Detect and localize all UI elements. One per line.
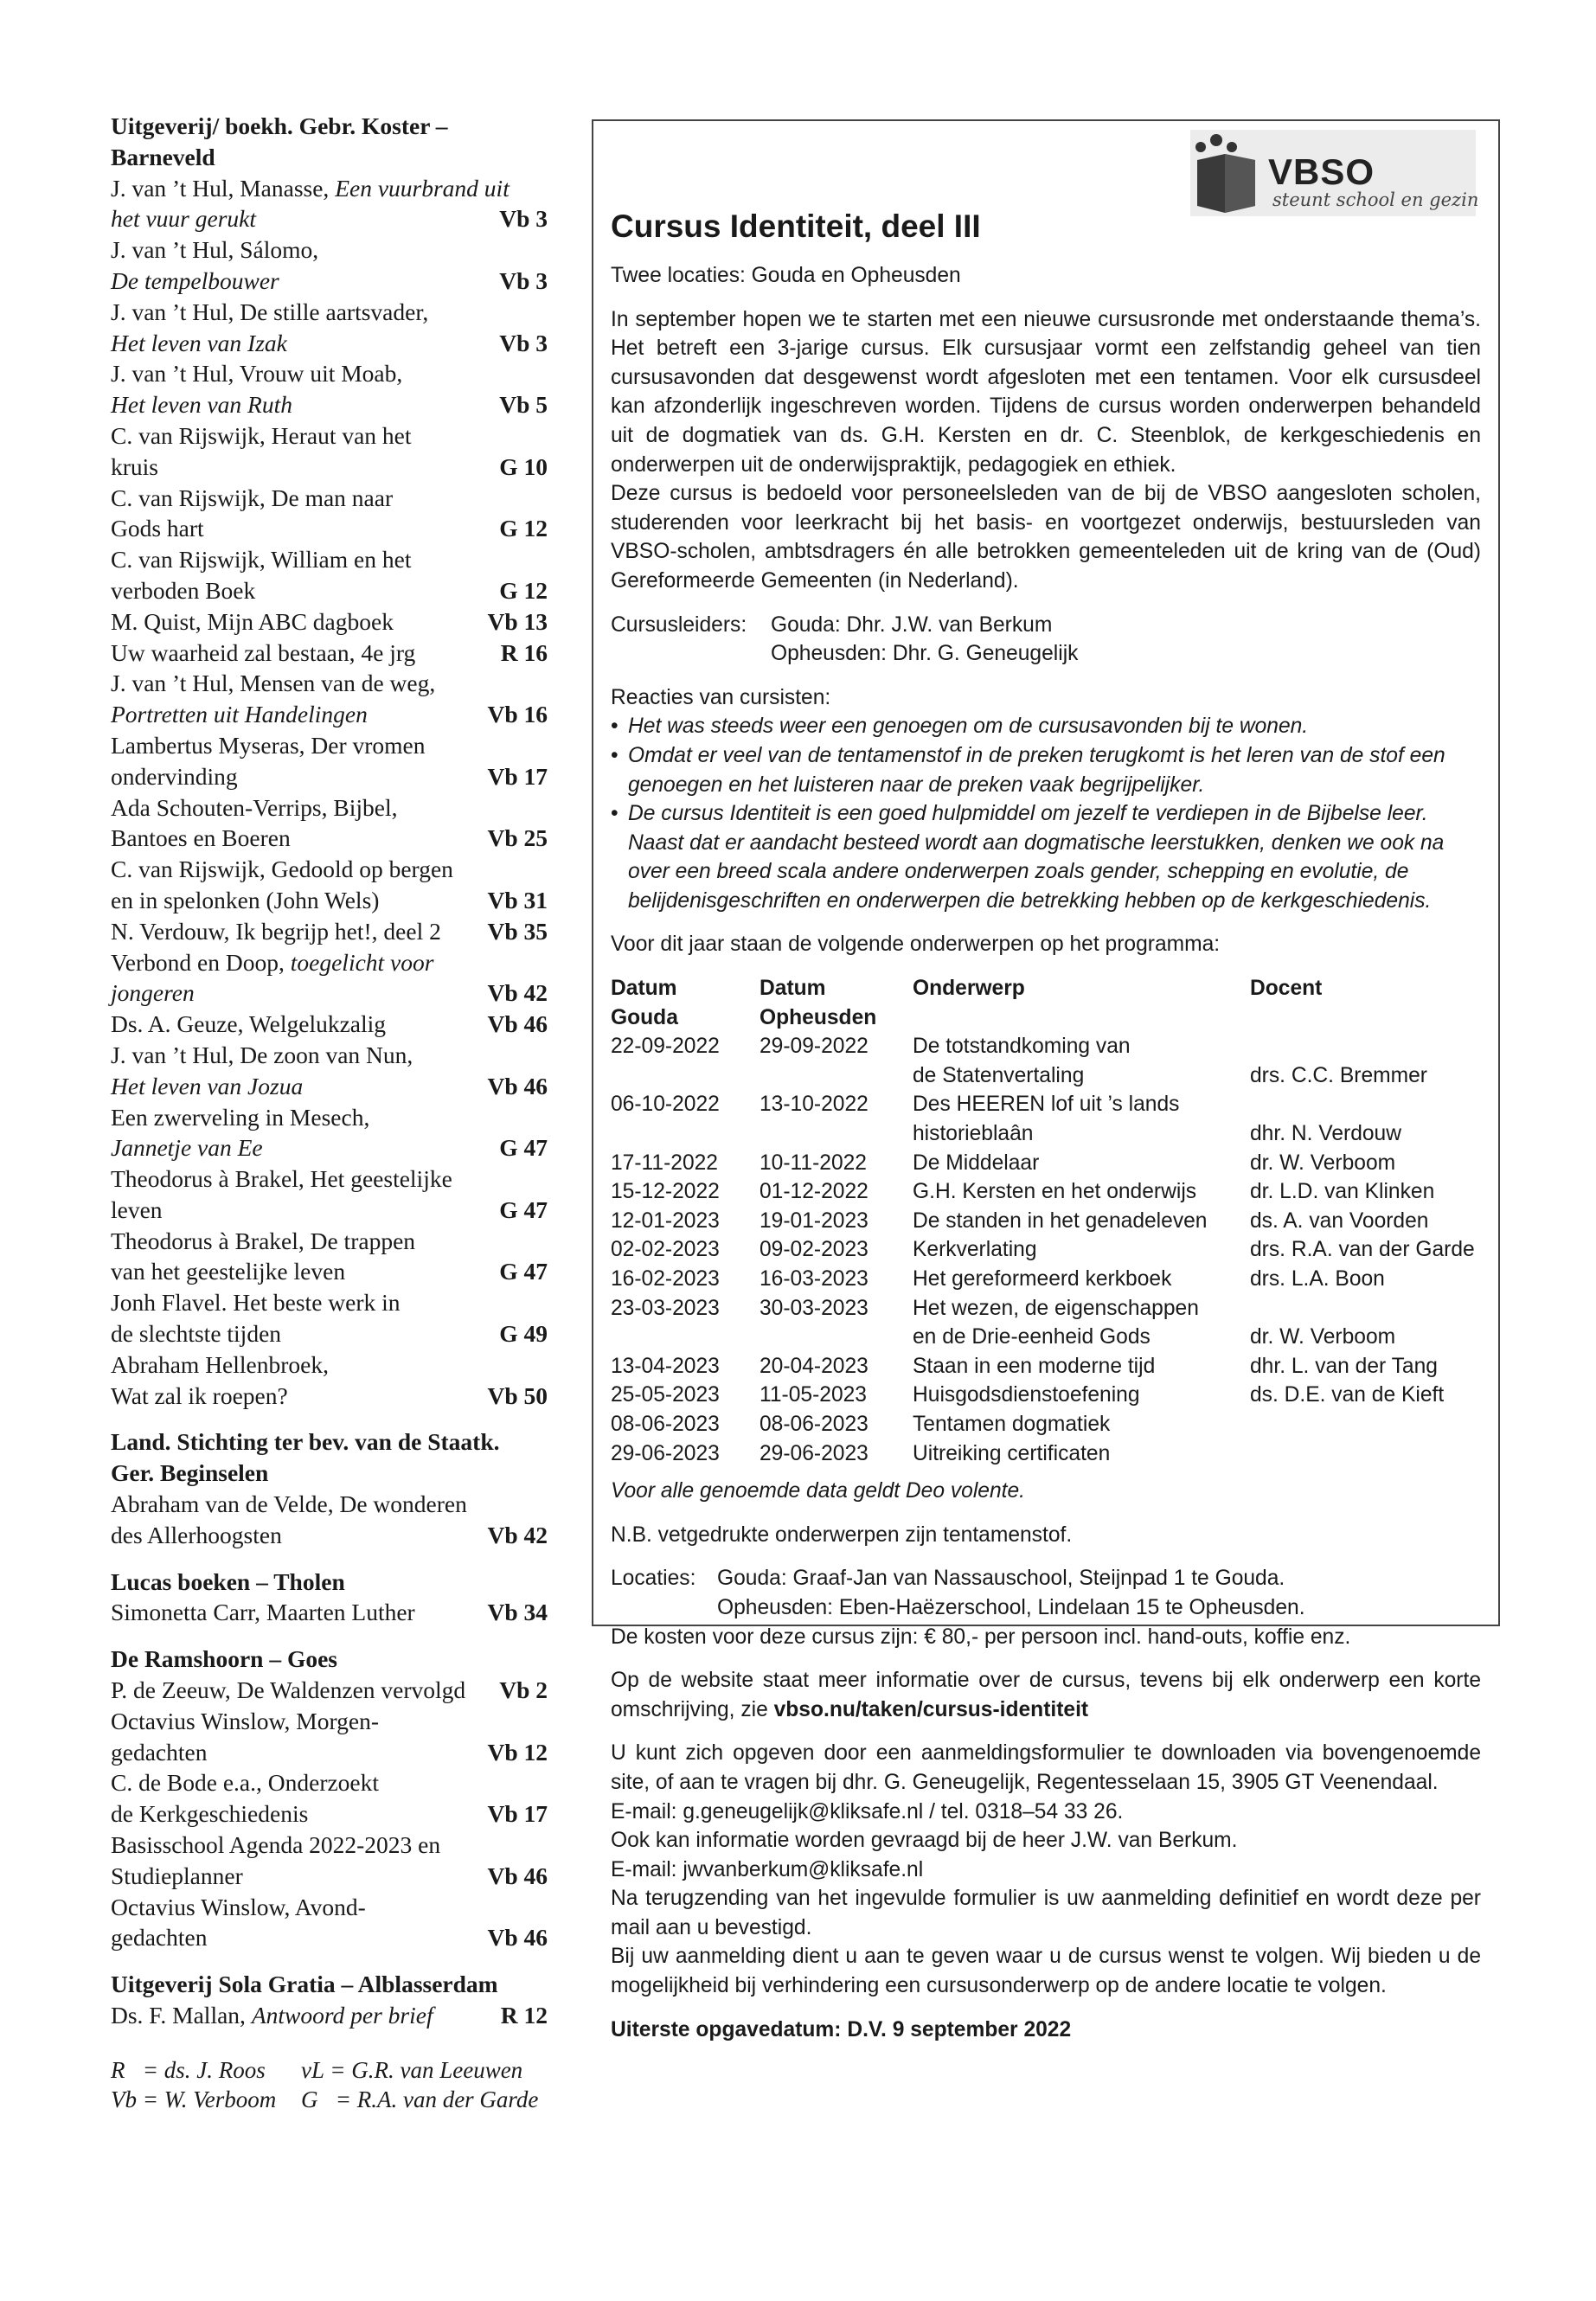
logo-dot-icon [1210, 134, 1222, 146]
book-entry [111, 2000, 548, 2031]
book-line: Verbond en Doop, toegelicht voor [111, 948, 434, 976]
book-entry [111, 1009, 548, 1040]
book-line: C. van Rijswijk, William en het [111, 546, 412, 574]
book-line: het vuur gerukt Vb 3 [111, 203, 548, 234]
table-row [611, 1410, 1481, 1439]
book-code: Vb 46 [484, 1922, 548, 1953]
book-code: Vb 3 [496, 328, 548, 359]
book-code: Vb 42 [484, 977, 548, 1009]
book-line: Het leven van Izak Vb 3 [111, 328, 548, 359]
table-row [611, 1439, 1481, 1469]
book-line: M. Quist, Mijn ABC dagboek Vb 13 [111, 606, 548, 638]
book-list-column [111, 111, 548, 2114]
book-code: Vb 3 [496, 203, 548, 234]
date-gouda: 25-05-2023 [611, 1383, 720, 1407]
book-entry [111, 916, 548, 947]
book-entry [111, 1102, 548, 1164]
reaction-item: • Omdat er veel van de tentamenstof in de preken terugkomt is het leren van de stof een genoegen en het luisteren naar de preken vaak begrijpelijker. [611, 741, 1481, 799]
book-line: J. van ’t Hul, Vrouw uit Moab, [111, 360, 403, 388]
teacher: drs. C.C. Bremmer [1250, 1063, 1427, 1087]
date-opheusden: 10-11-2022 [760, 1150, 867, 1175]
bullet-icon: • [611, 743, 619, 767]
book-entry [111, 1226, 548, 1288]
book-entry [111, 1892, 548, 1954]
book-entry [111, 1597, 548, 1628]
teacher: ds. D.E. van de Kieft [1250, 1383, 1445, 1407]
book-entry [111, 1767, 548, 1830]
book-line: De tempelbouwer Vb 3 [111, 266, 548, 297]
book-code: Vb 17 [484, 761, 548, 792]
course-leaders [611, 611, 1481, 669]
book-line: Ds. F. Mallan, Antwoord per brief R 12 [111, 2000, 548, 2031]
book-entry [111, 606, 548, 638]
book-code: Vb 35 [484, 916, 548, 947]
book-line: Ada Schouten-Verrips, Bijbel, [111, 793, 398, 821]
date-gouda: 23-03-2023 [611, 1296, 720, 1320]
locations-line: Twee locaties: Gouda en Opheusden [611, 264, 961, 287]
book-line: Wat zal ik roepen? Vb 50 [111, 1381, 548, 1412]
book-line: Simonetta Carr, Maarten Luther Vb 34 [111, 1597, 548, 1628]
date-gouda: 12-01-2023 [611, 1208, 720, 1233]
reaction-item: • Het was steeds weer een genoegen om de cursusavonden bij te wonen. [611, 712, 1481, 741]
book-line: Jonh Flavel. Het beste werk in [111, 1289, 401, 1317]
book-line: Studieplanner Vb 46 [111, 1861, 548, 1892]
book-code: Vb 5 [496, 389, 548, 420]
book-line: J. van ’t Hul, Manasse, Een vuurbrand uit [111, 174, 510, 202]
book-entry [111, 1830, 548, 1892]
legend-item: Vb = W. Verboom [111, 2086, 277, 2112]
header-subject: Onderwerp [913, 977, 1025, 1001]
book-code: Vb 50 [484, 1381, 548, 1412]
book-line: Ds. A. Geuze, Welgelukzalig Vb 46 [111, 1009, 548, 1040]
date-opheusden: 11-05-2023 [760, 1383, 867, 1407]
publisher-name: Uitgeverij/ boekh. Gebr. Koster – Barneveld [111, 112, 448, 170]
email-van-berkum[interactable]: E-mail: jwvanberkum@kliksafe.nl [611, 1857, 924, 1881]
book-line: Abraham van de Velde, De wonderen [111, 1490, 467, 1518]
deo-volente-note: Voor alle genoemde data geldt Deo volente. [611, 1479, 1026, 1503]
publisher-block [111, 1969, 548, 2031]
book-code: Vb 42 [484, 1520, 548, 1551]
date-gouda: 06-10-2022 [611, 1093, 720, 1117]
book-entry [111, 1163, 548, 1226]
date-opheusden: 20-04-2023 [760, 1354, 869, 1378]
location-gouda: Gouda: Graaf-Jan van Nassauschool, Steijnpad 1 te Gouda. [717, 1567, 1285, 1591]
book-code: G 12 [496, 575, 548, 606]
audience-paragraph: Deze cursus is bedoeld voor personeelsleden van de bij de VBSO aangesloten scholen, studerenden voor leerkracht bij het basis- en voortgezet onderwijs, bestuursleden van VBSO-scholen, ambtsdragers én alle betrokken gemeenteleden uit de kring van de (Oud) Gereformeerde Gemeenten (in Nederland). [611, 482, 1481, 593]
subject: De standen in het genadeleven [913, 1208, 1208, 1233]
publisher-block [111, 111, 548, 1411]
table-row [611, 1177, 1481, 1207]
header-date-opheusden: Datum Opheusden [760, 977, 877, 1029]
publisher-name: Uitgeverij Sola Gratia – Alblasserdam [111, 1971, 498, 1998]
book-code: Vb 31 [484, 885, 548, 916]
date-gouda: 15-12-2022 [611, 1180, 720, 1204]
book-line: Gods hart G 12 [111, 513, 548, 544]
book-entry [111, 297, 548, 359]
teacher: drs. L.A. Boon [1250, 1267, 1385, 1291]
subject: De totstandkoming van de Statenvertaling [913, 1035, 1131, 1087]
signup-paragraph: U kunt zich opgeven door een aanmeldingsformulier te downloaden via bovengenoemde site, of aan te vragen bij dhr. G. Geneugelijk, Regentesselaan 15, 3905 GT Veenendaal. E-mail: g.geneugelijk@kliksafe.nl / tel. 0318–54 33 26. Ook kan informatie worden gevraagd bij de heer J.W. van Berkum. E-mail: jwvanberkum@kliksafe.nl Na terugzending van het ingevulde formulier is uw aanmelding definitief en wordt deze per mail aan u bevestigd. Bij uw aanmelding dient u aan te geven waar u de cursus wenst te volgen. Wij bieden u de mogelijkheid bij verhindering een cursusonderwerp op de andere locatie te volgen. [611, 1741, 1481, 1998]
subject: Kerkverlating [913, 1238, 1037, 1262]
book-line: Octavius Winslow, Avond- [111, 1893, 366, 1920]
table-row [611, 1294, 1481, 1352]
book-line: gedachten Vb 12 [111, 1737, 548, 1768]
teacher: dr. W. Verboom [1250, 1325, 1396, 1349]
leader-opheusden: Opheusden: Dhr. G. Geneugelijk [771, 642, 1079, 666]
logo-tagline: steunt school en gezin [1272, 189, 1479, 210]
cost-line: De kosten voor deze cursus zijn: € 80,- per persoon incl. hand-outs, koffie enz. [611, 1625, 1351, 1649]
book-code: Vb 16 [484, 699, 548, 730]
logo-dot-icon [1195, 142, 1206, 152]
locaties-label: Locaties: [611, 1567, 696, 1591]
book-entry [111, 947, 548, 1009]
book-line: des Allerhoogsten Vb 42 [111, 1520, 548, 1551]
subject: Staan in een moderne tijd [913, 1354, 1156, 1378]
book-entry [111, 792, 548, 855]
book-line: N. Verdouw, Ik begrijp het!, deel 2 Vb 35 [111, 916, 548, 947]
publisher-name: Lucas boeken – Tholen [111, 1567, 345, 1595]
reaction-item: • De cursus Identiteit is een goed hulpmiddel om jezelf te verdiepen in de Bijbelse leer. Naast dat er aandacht besteed wordt aan dogmatische leerstukken, denken we ook na over een breed scala andere onderwerpen zoals gender, schepping en evolutie, de belijdenisgeschriften en onderwerpen die betrekking hebben op de kerkgeschiedenis. [611, 799, 1481, 915]
book-code: G 12 [496, 513, 548, 544]
date-opheusden: 13-10-2022 [760, 1093, 869, 1117]
reactions-label: Reacties van cursisten: [611, 685, 831, 709]
book-code: Vb 2 [496, 1675, 548, 1706]
teacher: ds. A. van Voorden [1250, 1208, 1429, 1233]
book-code: G 10 [496, 452, 548, 483]
book-code: Vb 13 [484, 606, 548, 638]
subject: Des HEEREN lof uit ’s lands historieblaân [913, 1093, 1180, 1146]
course-announcement-box [592, 119, 1500, 2041]
book-line: Bantoes en Boeren Vb 25 [111, 823, 548, 854]
book-line: Basisschool Agenda 2022-2023 en [111, 1831, 441, 1859]
book-code: Vb 12 [484, 1737, 548, 1768]
subject: De Middelaar [913, 1150, 1040, 1175]
book-entry [111, 1349, 548, 1412]
website-link[interactable]: vbso.nu/taken/cursus-identiteit [773, 1697, 1089, 1721]
book-line: J. van ’t Hul, Sálomo, [111, 236, 319, 264]
book-code: R 12 [497, 2000, 548, 2031]
table-row [611, 1207, 1481, 1236]
book-entry [111, 234, 548, 297]
book-line: Portretten uit Handelingen Vb 16 [111, 699, 548, 730]
date-opheusden: 19-01-2023 [760, 1208, 869, 1233]
book-line: verboden Boek G 12 [111, 575, 548, 606]
book-line: Theodorus à Brakel, De trappen [111, 1227, 416, 1254]
page-title: Cursus Identiteit, deel III [611, 208, 981, 244]
date-opheusden: 16-03-2023 [760, 1267, 869, 1291]
book-entry [111, 1489, 548, 1551]
book-entry [111, 730, 548, 792]
date-opheusden: 09-02-2023 [760, 1238, 869, 1262]
book-code: G 47 [496, 1256, 548, 1287]
book-code: G 47 [496, 1195, 548, 1226]
book-entry [111, 420, 548, 483]
book-line: J. van ’t Hul, Mensen van de weg, [111, 670, 436, 697]
book-entry [111, 544, 548, 606]
leader-gouda: Gouda: Dhr. J.W. van Berkum [771, 612, 1053, 637]
publisher-block [111, 1567, 548, 1629]
subject: Tentamen dogmatiek [913, 1412, 1111, 1436]
email-geneugelijk[interactable]: E-mail: g.geneugelijk@kliksafe.nl / tel. 0318–54 33 26. [611, 1799, 1124, 1823]
book-line: leven G 47 [111, 1195, 548, 1226]
book-line: ondervinding Vb 17 [111, 761, 548, 792]
date-gouda: 16-02-2023 [611, 1267, 720, 1291]
date-opheusden: 29-06-2023 [760, 1441, 869, 1465]
book-line: C. de Bode e.a., Onderzoekt [111, 1769, 380, 1797]
subject: Huisgodsdienstoefening [913, 1383, 1140, 1407]
book-line: jongeren Vb 42 [111, 977, 548, 1009]
teacher: dr. W. Verboom [1250, 1150, 1396, 1175]
book-entry [111, 173, 548, 235]
table-row [611, 1032, 1481, 1090]
book-code: Vb 34 [484, 1597, 548, 1628]
date-opheusden: 29-09-2022 [760, 1035, 869, 1059]
table-row [611, 1352, 1481, 1381]
book-line: J. van ’t Hul, De stille aartsvader, [111, 298, 429, 325]
book-entry [111, 483, 548, 545]
book-line: gedachten Vb 46 [111, 1922, 548, 1953]
book-entry [111, 668, 548, 730]
legend-item: vL = G.R. van Leeuwen [301, 2056, 523, 2083]
table-row [611, 1381, 1481, 1410]
book-code: Vb 25 [484, 823, 548, 854]
book-line: Een zwerveling in Mesech, [111, 1103, 370, 1131]
book-code: R 16 [497, 638, 548, 669]
book-entry [111, 854, 548, 916]
book-line: C. van Rijswijk, Heraut van het [111, 421, 412, 449]
teacher: dhr. L. van der Tang [1250, 1354, 1438, 1378]
book-code: Vb 17 [484, 1798, 548, 1830]
book-line: Theodorus à Brakel, Het geestelijke [111, 1165, 452, 1193]
book-entry [111, 1287, 548, 1349]
program-intro: Voor dit jaar staan de volgende onderwerpen op het programma: [611, 933, 1221, 957]
table-row [611, 1090, 1481, 1148]
book-code: G 49 [496, 1318, 548, 1349]
teacher [1250, 1410, 1481, 1439]
book-line: C. van Rijswijk, Gedoold op bergen [111, 856, 453, 883]
teacher: dhr. N. Verdouw [1250, 1122, 1401, 1146]
bullet-icon: • [611, 715, 619, 739]
table-row [611, 1149, 1481, 1178]
teacher: dr. L.D. van Klinken [1250, 1180, 1435, 1204]
book-line: van het geestelijke leven G 47 [111, 1256, 548, 1287]
website-paragraph: Op de website staat meer informatie over de cursus, tevens bij elk onderwerp een korte omschrijving, zie vbso.nu/taken/cursus-identiteit [611, 1669, 1481, 1721]
publisher-name: De Ramshoorn – Goes [111, 1645, 338, 1673]
nb-note: N.B. vetgedrukte onderwerpen zijn tentamenstof. [611, 1522, 1073, 1547]
subject: G.H. Kersten en het onderwijs [913, 1180, 1197, 1204]
date-opheusden: 30-03-2023 [760, 1296, 869, 1320]
deadline-note: Uiterste opgavedatum: D.V. 9 september 2022 [611, 2017, 1072, 2041]
book-entry [111, 358, 548, 420]
book-line: kruis G 10 [111, 452, 548, 483]
publisher-block [111, 1426, 548, 1550]
date-gouda: 22-09-2022 [611, 1035, 720, 1059]
publisher-name: Land. Stichting ter bev. van de Staatk. Ger. Beginselen [111, 1428, 500, 1487]
leaders-label: Cursusleiders: [611, 612, 747, 637]
book-line: Jannetje van Ee G 47 [111, 1132, 548, 1163]
header-date-gouda: Datum Gouda [611, 977, 678, 1029]
subject: Het gereformeerd kerkboek [913, 1267, 1172, 1291]
date-gouda: 02-02-2023 [611, 1238, 720, 1262]
locations-block [611, 1564, 1481, 1651]
book-line: de slechtste tijden G 49 [111, 1318, 548, 1349]
book-code: Vb 46 [484, 1071, 548, 1102]
book-entry [111, 1706, 548, 1768]
date-gouda: 08-06-2023 [611, 1412, 720, 1436]
publisher-block [111, 1644, 548, 1953]
book-code: Vb 46 [484, 1861, 548, 1892]
book-line: Uw waarheid zal bestaan, 4e jrg R 16 [111, 638, 548, 669]
logo-dot-icon [1227, 142, 1237, 152]
legend-item: G = R.A. van der Garde [301, 2086, 539, 2112]
date-opheusden: 08-06-2023 [760, 1412, 869, 1436]
table-row [611, 1235, 1481, 1265]
book-entry [111, 1040, 548, 1102]
location-opheusden: Opheusden: Eben-Haëzerschool, Lindelaan 15 te Opheusden. [717, 1595, 1305, 1619]
book-line: Het leven van Jozua Vb 46 [111, 1071, 548, 1102]
book-code: G 47 [496, 1132, 548, 1163]
date-gouda: 17-11-2022 [611, 1150, 718, 1175]
header-teacher: Docent [1250, 977, 1323, 1001]
book-line: Abraham Hellenbroek, [111, 1350, 329, 1378]
date-gouda: 13-04-2023 [611, 1354, 720, 1378]
schedule-table [611, 974, 1481, 1468]
book-line: Lambertus Myseras, Der vromen [111, 731, 426, 759]
abbreviation-legend [111, 2055, 548, 2114]
book-line: en in spelonken (John Wels) Vb 31 [111, 885, 548, 916]
book-line: P. de Zeeuw, De Waldenzen vervolgd Vb 2 [111, 1675, 548, 1706]
book-line: J. van ’t Hul, De zoon van Nun, [111, 1041, 413, 1068]
legend-item: R = ds. J. Roos [111, 2056, 266, 2083]
book-line: C. van Rijswijk, De man naar [111, 484, 394, 511]
book-line: de Kerkgeschiedenis Vb 17 [111, 1798, 548, 1830]
reactions-list [611, 712, 1481, 915]
date-gouda: 29-06-2023 [611, 1441, 720, 1465]
teacher: drs. R.A. van der Garde [1250, 1238, 1475, 1262]
subject: Uitreiking certificaten [913, 1441, 1111, 1465]
date-opheusden: 01-12-2022 [760, 1180, 869, 1204]
intro-paragraph: In september hopen we te starten met een nieuwe cursusronde met onderstaande thema’s. Het betreft een 3-jarige cursus. Elk cursusjaar vormt een zelfstandig geheel van tien cursusavonden dat desgewenst wordt afgesloten met een tentamen. Voor elk cursusdeel kan afzonderlijk ingeschreven worden. Tijdens de cursus worden onderwerpen behandeld uit de dogmatiek van ds. G.H. Kersten en dr. C. Steenblok, de kerkgeschiedenis en onderwerpen uit de onderwijspraktijk, pedagogiek en ethiek. [611, 307, 1481, 477]
teacher [1250, 1439, 1481, 1469]
bullet-icon: • [611, 802, 619, 826]
book-code: Vb 46 [484, 1009, 548, 1040]
book-line: Het leven van Ruth Vb 5 [111, 389, 548, 420]
logo-name: VBSO [1268, 151, 1375, 192]
table-row [611, 1265, 1481, 1294]
book-line: Octavius Winslow, Morgen- [111, 1707, 380, 1734]
book-entry [111, 638, 548, 669]
book-code: Vb 3 [496, 266, 548, 297]
table-header [611, 974, 1481, 1032]
subject: Het wezen, de eigenschappen en de Drie-eenheid Gods [913, 1296, 1199, 1349]
book-entry [111, 1675, 548, 1706]
